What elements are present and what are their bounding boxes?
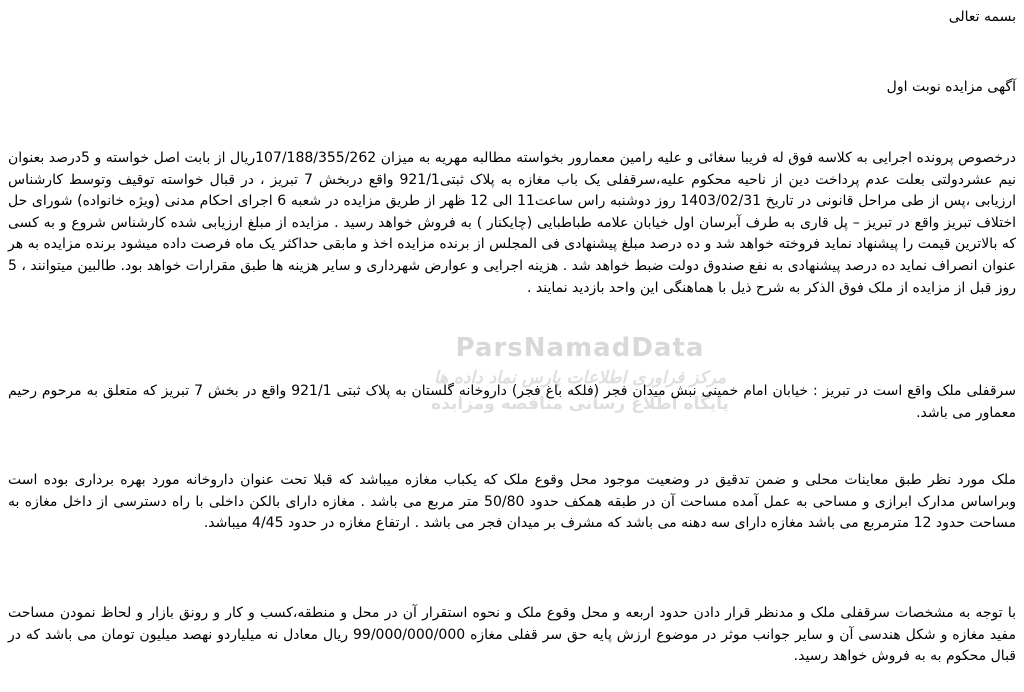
watermark-brand: ParsNamadData: [455, 333, 705, 363]
paragraph-property-location: سرقفلی ملک واقع است در تبریز : خیابان امام خمینی نبش میدان فجر (فلکه باغ فجر) داروخانه گلستان به پلاک ثبتی 921/1 واقع در بخش 7 تبریز که متعلق به مرحوم رحیم معماور می باشد.: [8, 383, 1017, 421]
watermark-line-2: پایگاه اطلاع رسانی مناقصه ومزایده: [431, 394, 729, 414]
watermark-line-1: مرکز فراوری اطلاعات پارس نماد داده ها: [433, 368, 727, 388]
paragraph-property-description: ملک مورد نظر طبق معاینات محلی و ضمن تدقیق در وضعیت موجود محل وقوع ملک که یکباب مغازه میباشد که قبلا تحت عنوان داروخانه مورد بهره برداری بوده است وبراساس مدارک ابرازی و مساحی به عمل آمده مساحت آن در طبقه همکف حدود 50/80 متر مربع می باشد . مغازه دارای بالکن داخلی با راه دسترسی از داخل مغازه به مساحت حدود 12 مترمربع می باشد مغازه دارای سه دهنه می باشد که مشرف بر میدان فجر می باشد . ارتفاع مغازه در حدود 4/45 میباشد.: [8, 472, 1016, 532]
notice-title: آگهی مزایده نوبت اول: [886, 79, 1016, 95]
paragraph-valuation: با توجه به مشخصات سرقفلی ملک و مدنظر قرار دادن حدود اربعه و محل وقوع ملک و نحوه استقرار آن در محل و منطقه،کسب و کار و رونق بازار و لحاظ نمودن مساحت مفید مغازه و شکل هندسی آن و سایر جوانب موثر در موضوع ارزش پایه حق سر قفلی مغازه 99/000/000/000 ریال معادل نه میلیاردو نهصد میلیون تومان می باشد که در قبال محکوم به به فروش خواهد رسید.: [8, 605, 1016, 665]
document-header-basmala: بسمه تعالی: [948, 9, 1016, 25]
paragraph-case-details: درخصوص پرونده اجرایی به کلاسه فوق له فریبا سغائی و علیه رامین معمارور بخواسته مطالبه مهریه به میزان 107/188/355/262ریال از بابت اصل خواسته و 5درصد بعنوان نیم عشردولتی بعلت عدم پرداخت دین از ناحیه محکوم علیه،سرقفلی یک باب مغازه به پلاک ثبتی921/1 واقع دربخش 7 تبریز ، در قبال خواسته توقیف وتوسط کارشناس ارزیابی ،پس از طی مراحل قانونی در تاریخ 1403/02/31 روز دوشنبه راس ساعت11 الی 12 ظهر از طریق مزایده در شعبه 6 اجرای احکام مدنی (ویژه خانواده) شورای حل اختلاف تبریز واقع در تبریز – پل قاری به طرف آبرسان اول خیابان علامه طباطبایی (چایکنار ) به فروش خواهد رسید . مزایده از مبلغ ارزیابی شده کارشناس شروع و به کسی که بالاترین قیمت را پیشنهاد نماید فروخته خواهد شد و ده درصد مبلغ پیشنهادی فی المجلس از برنده مزایده اخذ و مابقی حداکثر یک ماه فرصت داده میشود برنده مزایده به هر عنوان انصراف نماید ده درصد پیشنهادی به نفع صندوق دولت ضبط خواهد شد . هزینه اجرایی و عوارض شهرداری و سایر هزینه ها طبق مقرارات خواهد بود. طالبین میتوانند ، 5 روز قبل از مزایده از ملک فوق الذکر به شرح ذیل با هماهنگی این واحد بازدید نمایند .: [8, 150, 1017, 296]
